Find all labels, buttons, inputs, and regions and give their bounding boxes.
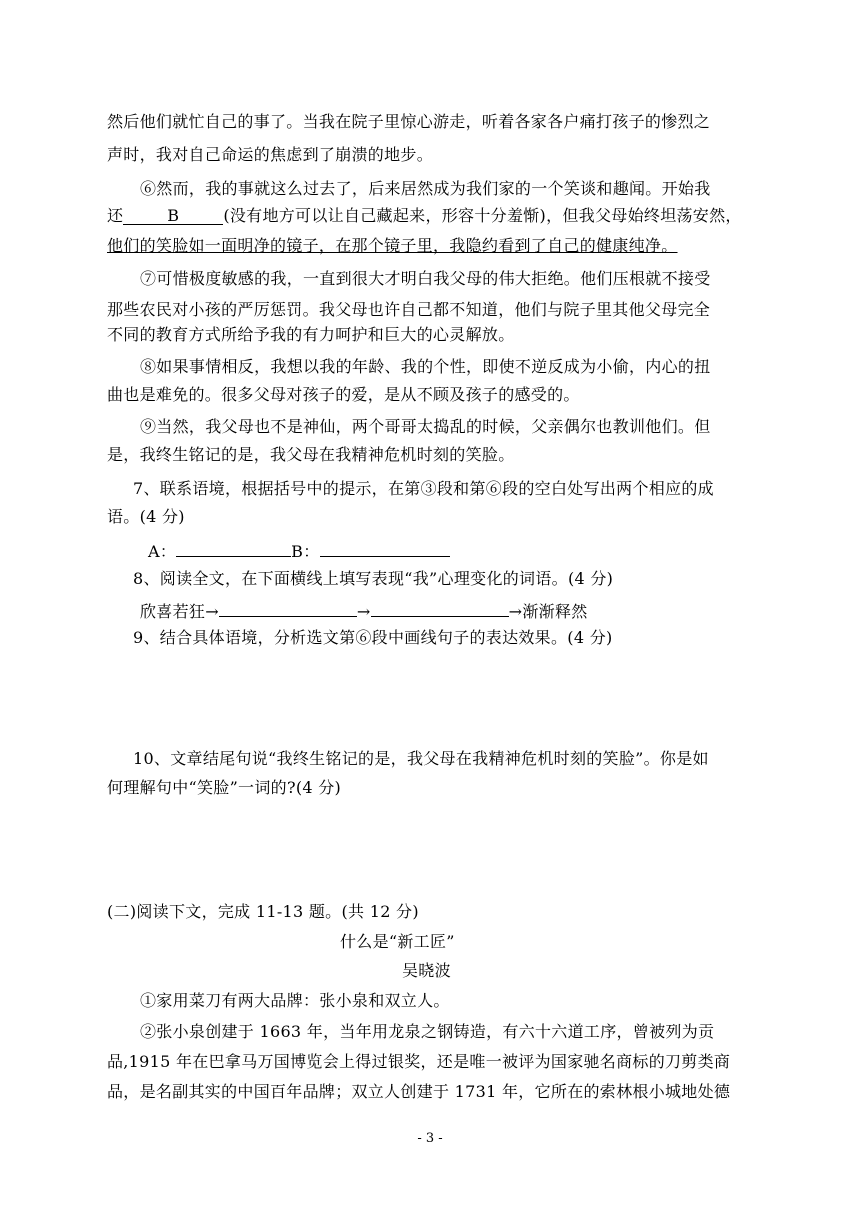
paragraph-6-hint: (没有地方可以让自己藏起来，形容十分羞惭)，但我父母始终坦荡安然， — [223, 206, 742, 225]
underlined-sentence: 他们的笑脸如一面明净的镜子，在那个镜子里，我隐约看到了自己的健康纯净。 — [107, 236, 678, 255]
question-8-chain — [140, 598, 588, 622]
chain-blank-2[interactable] — [371, 598, 509, 617]
article-paragraph-1: ①家用菜刀有两大品牌：张小泉和双立人。 — [140, 991, 450, 1010]
section-2-heading: (二)阅读下文，完成 11-13 题。(共 12 分) — [107, 902, 419, 921]
answer-b-blank[interactable] — [320, 538, 450, 557]
chain-arrow: → — [356, 602, 371, 621]
paragraph-8-line-1: ⑧如果事情相反，我想以我的年龄、我的个性，即使不逆反成为小偷，内心的扭 — [140, 357, 711, 376]
paragraph-7-line-1: ⑦可惜极度敏感的我，一直到很大才明白我父母的伟大拒绝。他们压根就不接受 — [140, 269, 711, 288]
chain-end: →渐渐释然 — [508, 602, 588, 621]
paragraph-9-line-2: 是，我终生铭记的是，我父母在我精神危机时刻的笑脸。 — [107, 445, 515, 464]
chain-start: 欣喜若狂→ — [140, 602, 219, 621]
answer-a-label: A： — [148, 542, 177, 561]
article-paragraph-2-line-1: ②张小泉创建于 1663 年，当年用龙泉之钢铸造，有六十六道工序，曾被列为贡 — [140, 1022, 715, 1041]
paragraph-6-line-1: ⑥然而，我的事就这么过去了，后来居然成为我们家的一个笑谈和趣闻。开始我 — [140, 179, 711, 198]
paragraph-6-line-2 — [107, 206, 742, 226]
question-8-line-1: 8、阅读全文，在下面横线上填写表现“我”心理变化的词语。(4 分) — [133, 569, 614, 588]
chain-blank-1[interactable] — [219, 598, 357, 617]
paragraph-5-line-1: 然后他们就忙自己的事了。当我在院子里惊心游走，听着各家各户痛打孩子的惨烈之 — [107, 112, 711, 131]
question-10-line-2: 何理解句中“笑脸”一词的?(4 分) — [107, 778, 342, 797]
article-title: 什么是“新工匠” — [340, 932, 455, 951]
question-7-line-2: 语。(4 分) — [107, 507, 185, 526]
answer-a-blank[interactable] — [176, 538, 291, 557]
paragraph-7-line-2: 那些农民对小孩的严厉惩罚。我父母也许自己都不知道，他们与院子里其他父母完全 — [107, 300, 711, 319]
question-10-line-1: 10、文章结尾句说“我终生铭记的是，我父母在我精神危机时刻的笑脸”。你是如 — [133, 749, 709, 768]
question-9-line-1: 9、结合具体语境，分析选文第⑥段中画线句子的表达效果。(4 分) — [133, 628, 613, 647]
paragraph-6-prefix: 还 — [107, 206, 124, 225]
blank-b: B — [123, 206, 223, 225]
question-7-answer-line — [148, 538, 450, 562]
paragraph-5-line-2: 声时，我对自己命运的焦虑到了崩溃的地步。 — [107, 145, 434, 164]
article-paragraph-2-line-3: 品，是名副其实的中国百年品牌；双立人创建于 1731 年，它所在的索林根小城地处德 — [107, 1082, 731, 1101]
paragraph-8-line-2: 曲也是难免的。很多父母对孩子的爱，是从不顾及孩子的感受的。 — [107, 385, 580, 404]
answer-b-label: B： — [291, 542, 320, 561]
paragraph-7-line-3: 不同的教育方式所给予我的有力呵护和巨大的心灵解放。 — [107, 325, 515, 344]
article-paragraph-2-line-2: 品,1915 年在巴拿马万国博览会上得过银奖，还是唯一被评为国家驰名商标的刀剪类商 — [107, 1052, 731, 1071]
paragraph-9-line-1: ⑨当然，我父母也不是神仙，两个哥哥太捣乱的时候，父亲偶尔也教训他们。但 — [140, 417, 711, 436]
article-author: 吴晓波 — [402, 961, 451, 980]
page-number: - 3 - — [417, 1131, 443, 1146]
question-7-line-1: 7、联系语境，根据括号中的提示，在第③段和第⑥段的空白处写出两个相应的成 — [133, 479, 714, 498]
